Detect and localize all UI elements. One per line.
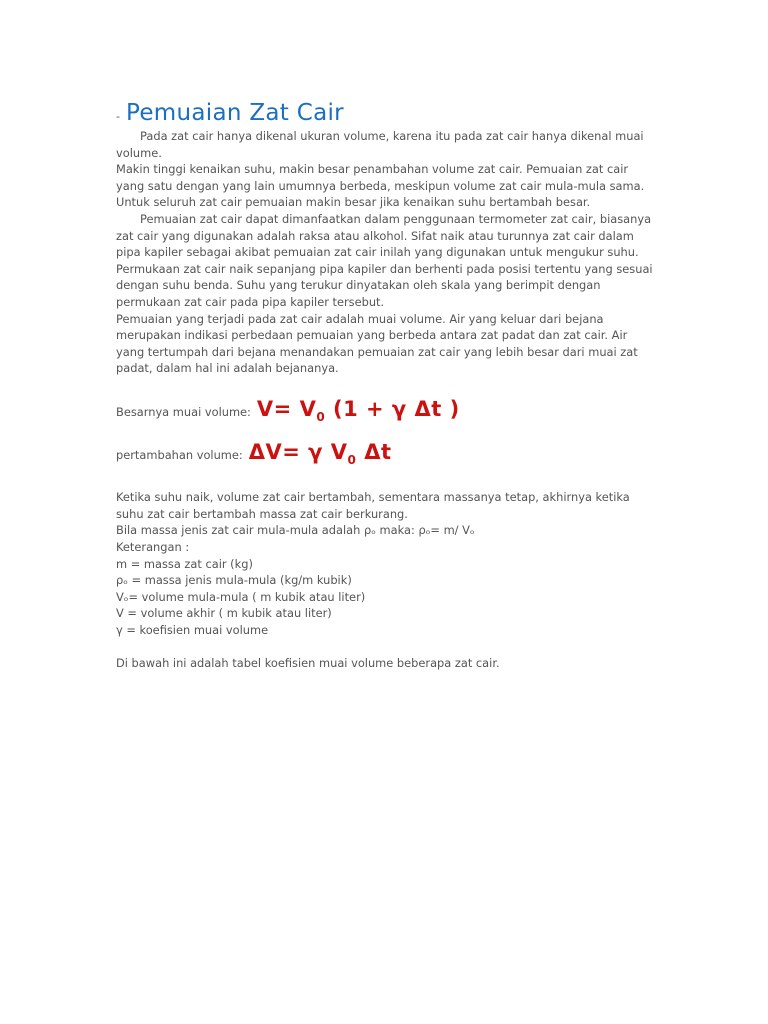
spacer: [116, 467, 658, 489]
formula-volume-label: Besarnya muai volume:: [116, 404, 251, 419]
heading-line: [116, 100, 658, 126]
formula-volume-sub: 0: [316, 410, 326, 425]
formula-delta-sub: 0: [347, 453, 357, 468]
paragraph-volume-expansion: Pemuaian yang terjadi pada zat cair adalah muai volume. Air yang keluar dari bejana merupakan indikasi perbedaan pemuaian yang berbeda antara zat padat dan zat cair. Air yang tertumpah dari bejana menandakan pemuaian zat cair yang lebih besar dari muai zat padat, dalam hal ini adalah bejananya.: [116, 311, 638, 376]
formula-volume-part-b: (1 + γ Δt ): [325, 396, 460, 421]
formula-volume-part-a: V= V: [256, 396, 317, 421]
paragraph-intro: Pada zat cair hanya dikenal ukuran volume, karena itu pada zat cair hanya dikenal muai volume.: [116, 129, 644, 160]
paragraph-thermometer: Pemuaian zat cair dapat dimanfaatkan dalam penggunaan termometer zat cair, biasanya zat cair yang digunakan adalah raksa atau alkohol. Sifat naik atau turunnya zat cair dalam pipa kapiler sebagai akibat pemuaian zat cair inilah yang digunakan untuk mengukur suhu. Permukaan zat cair naik sepanjang pipa kapiler dan berhenti pada posisi tertentu yang sesuai dengan suhu benda. Suhu yang terukur dinyatakan oleh skala yang berimpit dengan permukaan zat cair pada pipa kapiler tersebut.: [116, 211, 653, 309]
formula-delta: [249, 440, 392, 467]
legend-item-initial-volume: Vₒ= volume mula-mula ( m kubik atau liter): [116, 589, 366, 604]
formula-volume-line: [116, 397, 658, 424]
legend-item-final-volume: V = volume akhir ( m kubik atau liter): [116, 606, 332, 621]
legend-item-mass: m = massa zat cair (kg): [116, 556, 253, 571]
legend-item-coefficient: γ = koefisien muai volume: [116, 623, 269, 638]
formula-delta-part-b: Δt: [356, 440, 392, 465]
paragraph-expansion: Makin tinggi kenaikan suhu, makin besar penambahan volume zat cair. Pemuaian zat cair yang satu dengan yang lain umumnya berbeda, meskipun volume zat cair mula-mula sama. Untuk seluruh zat cair pemuaian makin besar jika kenaikan suhu bertambah besar.: [116, 162, 645, 210]
spacer: [116, 639, 658, 655]
formula-volume: [257, 397, 460, 424]
bullet-dash: -: [116, 110, 120, 123]
formula-delta-part-a: ΔV= γ V: [248, 440, 348, 465]
paragraph-table-intro: Di bawah ini adalah tabel koefisien muai volume beberapa zat cair.: [116, 655, 500, 670]
page-title: Pemuaian Zat Cair: [125, 100, 344, 126]
paragraph-density: Bila massa jenis zat cair mula-mula adalah ρₒ maka: ρₒ= m/ Vₒ: [116, 523, 475, 538]
formula-delta-label: pertambahan volume:: [116, 448, 243, 463]
formula-delta-line: [116, 440, 658, 467]
paragraph-temperature: Ketika suhu naik, volume zat cair bertambah, sementara massanya tetap, akhirnya ketika suhu zat cair bertambah massa zat cair berkurang.: [116, 490, 630, 521]
keterangan-heading: Keterangan :: [116, 540, 190, 555]
legend-item-density: ρₒ = massa jenis mula-mula (kg/m kubik): [116, 573, 352, 588]
